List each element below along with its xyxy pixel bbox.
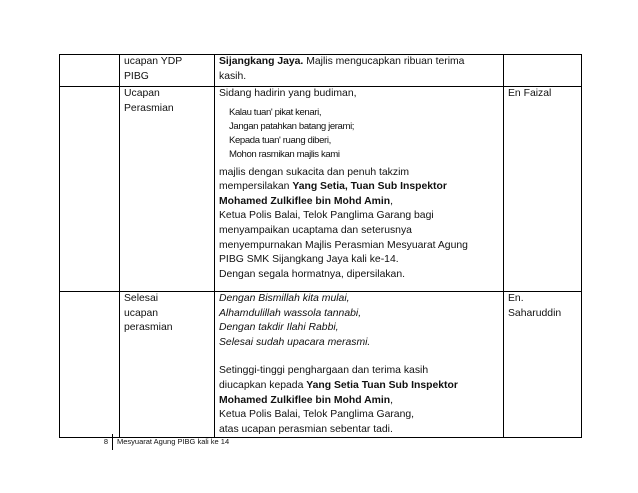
speaker-cell (504, 55, 582, 87)
script-cell: Sijangkang Jaya. Majlis mengucapkan ribuan terima kasih. (215, 55, 504, 87)
honoree-title: Yang Setia Tuan Sub Inspektor (306, 379, 458, 391)
table-row (60, 87, 582, 292)
page-footer (98, 434, 229, 450)
table-row (60, 292, 582, 438)
blank-cell (60, 87, 120, 292)
role-cell: Ucapan Perasmian (120, 87, 215, 292)
table-row (60, 55, 582, 87)
footer-text: Mesyuarat Agung PIBG kali ke 14 (117, 437, 230, 446)
script-cell: Sidang hadirin yang budiman, Kalau tuan' pikat kenari, Jangan patahkan batang jerami; Kepada tuan' ruang diberi, Mohon rasmikan majlis kami majlis dengan sukacita dan penuh takzim mempersilakan Yang Setia, Tuan Sub Inspektor Mohamed Zulkiflee bin Mohd Amin, Ketua Polis Balai, Telok Panglima Garang bagi menyampaikan ucaptama dan seterusnya menyempurnakan Majlis Perasmian Mesyuarat Agung PIBG SMK Sijangkang Jaya kali ke-14. Dengan segala hormatnya, dipersilakan. (215, 87, 504, 292)
role-cell: ucapan YDP PIBG (120, 55, 215, 87)
program-script-table (59, 54, 582, 438)
speaker-cell: En Faizal (504, 87, 582, 292)
script-cell: Dengan Bismillah kita mulai, Alhamdulillah wassola tannabi, Dengan takdir Ilahi Rabbi, Selesai sudah upacara merasmi. Setinggi-tinggi penghargaan dan terima kasih diucapkan kepada Yang Setia Tuan Sub Inspektor Mohamed Zulkiflee bin Mohd Amin, Ketua Polis Balai, Telok Panglima Garang, atas ucapan perasmian sebentar tadi. (215, 292, 504, 438)
speaker-cell: En. Saharuddin (504, 292, 582, 438)
pantun: Kalau tuan' pikat kenari, Jangan patahkan batang jerami; Kepada tuan' ruang diberi, Mohon rasmikan majlis kami (229, 106, 355, 160)
honoree-name: Mohamed Zulkiflee bin Mohd Amin (219, 394, 391, 406)
page-number: 8 (98, 434, 113, 450)
blank-cell (60, 55, 120, 87)
blank-cell (60, 292, 120, 438)
honoree-name: Mohamed Zulkiflee bin Mohd Amin (219, 195, 391, 207)
role-cell: Selesai ucapan perasmian (120, 292, 215, 438)
closing-line: Dengan segala hormatnya, dipersilakan. (219, 268, 405, 280)
honoree-title: Yang Setia, Tuan Sub Inspektor (292, 181, 447, 193)
greeting: Sidang hadirin yang budiman, (219, 88, 357, 99)
